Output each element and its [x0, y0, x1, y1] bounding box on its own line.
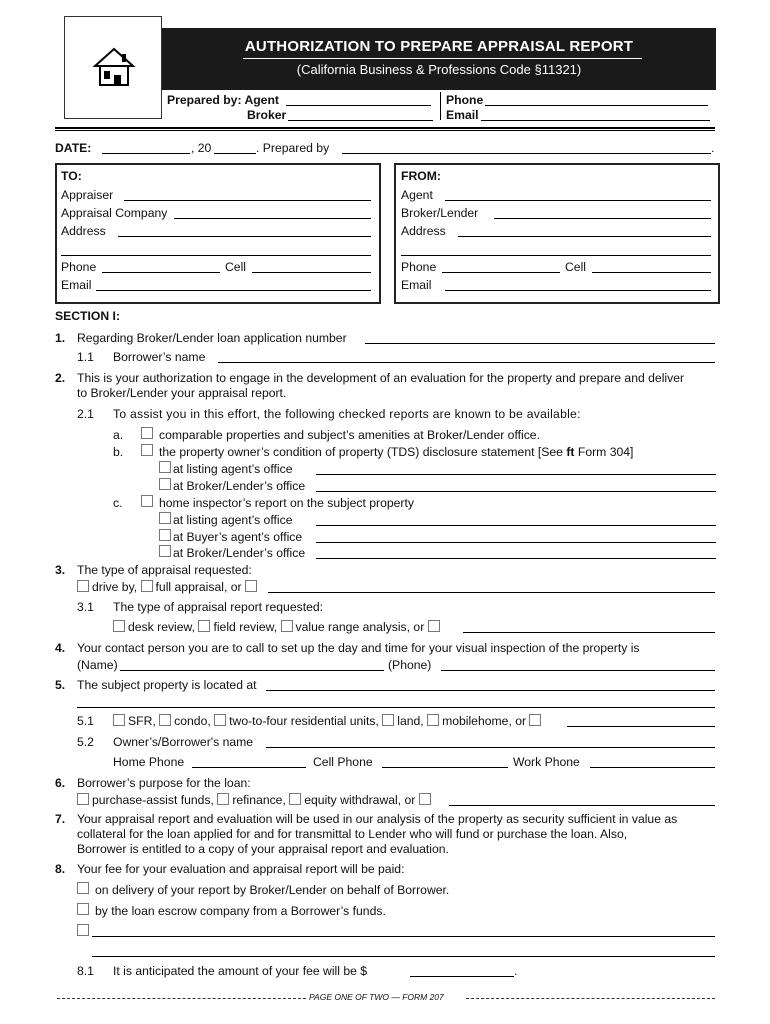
item-8-number: 8. — [55, 862, 66, 876]
pay-other-field-2[interactable] — [92, 956, 715, 957]
item-2-number: 2. — [55, 371, 66, 385]
tds-broker-office-field[interactable] — [316, 491, 716, 492]
item-1-1-text: Borrower’s name — [113, 350, 206, 364]
mobilehome-checkbox[interactable] — [427, 714, 439, 726]
work-phone-field[interactable] — [590, 767, 715, 768]
inspector-broker-office-checkbox[interactable] — [159, 545, 171, 557]
pay-on-delivery-label: on delivery of your report by Broker/Lender on behalf of Borrower. — [95, 883, 450, 897]
item-6-text: Borrower’s purpose for the loan: — [77, 776, 251, 790]
item-5-2-number: 5.2 — [77, 735, 94, 749]
to-company-label: Appraisal Company — [61, 206, 168, 220]
from-address-field-2[interactable] — [401, 255, 711, 256]
pay-on-delivery-checkbox[interactable] — [77, 882, 89, 894]
refinance-label: refinance, — [232, 793, 286, 807]
item-1-number: 1. — [55, 331, 66, 345]
item-2-1-number: 2.1 — [77, 407, 94, 421]
item-2-text-line-2: to Broker/Lender your appraisal report. — [77, 386, 287, 400]
refinance-checkbox[interactable] — [217, 793, 229, 805]
property-location-field-2[interactable] — [77, 707, 715, 708]
item-c-letter: c. — [113, 496, 123, 510]
tds-broker-office-checkbox[interactable] — [159, 478, 171, 490]
cell-phone-label: Cell Phone — [313, 755, 373, 769]
land-label: land, — [397, 714, 424, 728]
property-type-options — [113, 714, 544, 728]
to-cell-field[interactable] — [252, 272, 371, 273]
prepared-by-label: . Prepared by — [256, 141, 330, 155]
inspector-listing-agent-label: at listing agent’s office — [173, 513, 293, 527]
drive-by-label: drive by, — [92, 580, 138, 594]
item-3-text: The type of appraisal requested: — [77, 563, 252, 577]
from-heading: FROM: — [401, 169, 441, 183]
item-5-2-text: Owner’s/Borrower's name — [113, 735, 254, 749]
item-2-text-line-1: This is your authorization to engage in the development of an evaluation for the property and prepare and deliver — [77, 371, 685, 385]
other-appraisal-checkbox[interactable] — [245, 580, 257, 592]
from-agent-field[interactable] — [445, 200, 711, 201]
year-field[interactable] — [214, 153, 256, 154]
from-cell-label: Cell — [565, 260, 586, 274]
item-1-text: Regarding Broker/Lender loan application number — [77, 331, 347, 345]
to-email-label: Email — [61, 278, 92, 292]
broker-field[interactable] — [288, 120, 433, 121]
equity-withdrawal-checkbox[interactable] — [289, 793, 301, 805]
other-purpose-checkbox[interactable] — [419, 793, 431, 805]
to-appraiser-field[interactable] — [124, 200, 371, 201]
item-4-number: 4. — [55, 641, 66, 655]
pay-by-escrow-checkbox[interactable] — [77, 903, 89, 915]
item-8-1-text: It is anticipated the amount of your fee will be $ — [113, 964, 368, 978]
from-broker-label: Broker/Lender — [401, 206, 479, 220]
to-heading: TO: — [61, 169, 82, 183]
item-a-text: comparable properties and subject’s amenities at Broker/Lender office. — [159, 428, 540, 442]
to-address-field-2[interactable] — [61, 255, 371, 256]
land-checkbox[interactable] — [382, 714, 394, 726]
date-label: DATE: — [55, 141, 92, 155]
desk-review-checkbox[interactable] — [113, 620, 125, 632]
header-divider — [440, 92, 441, 120]
footer-text: PAGE ONE OF TWO — FORM 207 — [309, 992, 444, 1002]
item-b-text — [159, 445, 633, 459]
broker-label: Broker — [247, 108, 287, 122]
comparable-properties-checkbox[interactable] — [141, 427, 153, 439]
work-phone-label: Work Phone — [513, 755, 580, 769]
two-to-four-label: two-to-four residential units, — [229, 714, 379, 728]
date-field[interactable] — [102, 153, 190, 154]
contact-name-label: (Name) — [77, 658, 118, 672]
tds-listing-agent-label: at listing agent’s office — [173, 462, 293, 476]
prepared-by-field[interactable] — [342, 153, 711, 154]
sfr-checkbox[interactable] — [113, 714, 125, 726]
inspector-buyer-agent-label: at Buyer’s agent’s office — [173, 530, 303, 544]
from-address-label: Address — [401, 224, 446, 238]
item-7-number: 7. — [55, 812, 66, 826]
tds-broker-office-label: at Broker/Lender’s office — [173, 479, 306, 493]
pay-other-checkbox[interactable] — [77, 924, 89, 936]
from-email-label: Email — [401, 278, 432, 292]
item-3-number: 3. — [55, 563, 66, 577]
purchase-assist-label: purchase-assist funds, — [92, 793, 214, 807]
footer-dash-right — [466, 998, 715, 999]
condo-checkbox[interactable] — [159, 714, 171, 726]
item-8-1-end: . — [514, 964, 518, 978]
value-range-checkbox[interactable] — [281, 620, 293, 632]
item-7-text-line-3: Borrower is entitled to a copy of your appraisal report and evaluation. — [77, 842, 449, 856]
item-7-text-line-1: Your appraisal report and evaluation will be used in our analysis of the property as security sufficient in value as — [77, 812, 678, 826]
appraisal-type-options — [77, 580, 260, 594]
item-c-text: home inspector’s report on the subject property — [159, 496, 414, 510]
value-range-label: value range analysis, or — [295, 620, 425, 634]
purchase-assist-checkbox[interactable] — [77, 793, 89, 805]
email-label: Email — [446, 108, 479, 122]
property-location-field[interactable] — [266, 690, 715, 691]
from-phone-label: Phone — [401, 260, 437, 274]
report-type-options — [113, 620, 443, 634]
contact-name-field[interactable] — [120, 670, 384, 671]
item-2-1-text: To assist you in this effort, the following checked reports are known to be available: — [113, 407, 581, 421]
inspector-listing-agent-field[interactable] — [316, 525, 716, 526]
inspector-buyer-agent-field[interactable] — [316, 542, 716, 543]
pay-other-field[interactable] — [92, 936, 715, 937]
other-property-field[interactable] — [567, 726, 715, 727]
other-report-checkbox[interactable] — [428, 620, 440, 632]
from-cell-field[interactable] — [592, 272, 711, 273]
home-inspector-checkbox[interactable] — [141, 495, 153, 507]
item-4-text: Your contact person you are to call to set up the day and time for your visual inspection of the property is — [77, 641, 640, 655]
condo-label: condo, — [174, 714, 211, 728]
prepared-by-agent-label: Prepared by: Agent — [167, 93, 279, 107]
inspector-buyer-agent-checkbox[interactable] — [159, 529, 171, 541]
header-rule-2 — [55, 130, 715, 131]
pay-by-escrow-label: by the loan escrow company from a Borrower’s funds. — [95, 904, 386, 918]
item-5-1-number: 5.1 — [77, 714, 94, 728]
to-email-field[interactable] — [96, 290, 371, 291]
item-5-text: The subject property is located at — [77, 678, 257, 692]
section-title: SECTION I: — [55, 309, 121, 323]
full-appraisal-label: full appraisal, or — [155, 580, 242, 594]
inspector-listing-agent-checkbox[interactable] — [159, 512, 171, 524]
equity-withdrawal-label: equity withdrawal, or — [304, 793, 416, 807]
house-icon — [92, 46, 136, 88]
ft-logo-text: ft — [566, 445, 575, 459]
year-prefix: , 20 — [191, 141, 212, 155]
other-purpose-field[interactable] — [449, 805, 715, 806]
contact-phone-field[interactable] — [441, 670, 715, 671]
from-phone-field[interactable] — [442, 272, 560, 273]
item-a-letter: a. — [113, 428, 124, 442]
from-broker-field[interactable] — [494, 218, 711, 219]
cell-phone-field[interactable] — [382, 767, 508, 768]
item-5-number: 5. — [55, 678, 66, 692]
agent-field[interactable] — [286, 105, 431, 106]
item-8-text: Your fee for your evaluation and appraisal report will be paid: — [77, 862, 405, 876]
phone-label: Phone — [446, 93, 484, 107]
desk-review-label: desk review, — [128, 620, 196, 634]
loan-application-number-field[interactable] — [365, 343, 715, 344]
inspector-broker-office-label: at Broker/Lender’s office — [173, 546, 306, 560]
borrower-name-field[interactable] — [218, 362, 715, 363]
from-agent-label: Agent — [401, 188, 433, 202]
to-address-label: Address — [61, 224, 106, 238]
tds-disclosure-checkbox[interactable] — [141, 444, 153, 456]
inspector-broker-office-field[interactable] — [316, 558, 716, 559]
to-cell-label: Cell — [225, 260, 246, 274]
item-6-number: 6. — [55, 776, 66, 790]
to-address-field[interactable] — [118, 236, 371, 237]
header-rule-1 — [55, 127, 715, 129]
header-email-field[interactable] — [481, 120, 710, 121]
full-appraisal-checkbox[interactable] — [141, 580, 153, 592]
to-company-field[interactable] — [174, 218, 371, 219]
from-email-field[interactable] — [445, 290, 711, 291]
to-appraiser-label: Appraiser — [61, 188, 114, 202]
owner-name-field[interactable] — [266, 747, 715, 748]
home-phone-label: Home Phone — [113, 755, 185, 769]
mobilehome-label: mobilehome, or — [442, 714, 527, 728]
field-review-label: field review, — [213, 620, 278, 634]
item-8-1-number: 8.1 — [77, 964, 94, 978]
form-title: AUTHORIZATION TO PREPARE APPRAISAL REPORT — [244, 38, 634, 55]
other-appraisal-field[interactable] — [268, 592, 715, 593]
other-property-checkbox[interactable] — [529, 714, 541, 726]
two-to-four-checkbox[interactable] — [214, 714, 226, 726]
to-phone-field[interactable] — [102, 272, 220, 273]
drive-by-checkbox[interactable] — [77, 580, 89, 592]
footer-dash-left — [57, 998, 306, 999]
sfr-label: SFR, — [128, 714, 156, 728]
item-b-form: Form 304] — [577, 445, 634, 459]
item-b-letter: b. — [113, 445, 124, 459]
form-subtitle: (California Business & Professions Code §11321) — [296, 62, 582, 77]
contact-phone-label: (Phone) — [388, 658, 432, 672]
field-review-checkbox[interactable] — [198, 620, 210, 632]
other-report-field[interactable] — [463, 632, 715, 633]
item-3-1-text: The type of appraisal report requested: — [113, 600, 324, 614]
home-phone-field[interactable] — [192, 767, 306, 768]
tds-listing-agent-field[interactable] — [316, 474, 716, 475]
item-1-1-number: 1.1 — [77, 350, 94, 364]
date-row-end: . — [711, 141, 715, 155]
loan-purpose-options — [77, 793, 434, 807]
to-phone-label: Phone — [61, 260, 97, 274]
tds-listing-agent-checkbox[interactable] — [159, 461, 171, 473]
title-underline — [243, 58, 642, 59]
from-address-field[interactable] — [458, 236, 711, 237]
item-b-main: the property owner’s condition of property (TDS) disclosure statement [See — [159, 445, 563, 459]
header-phone-field[interactable] — [485, 105, 708, 106]
fee-amount-field[interactable] — [410, 976, 514, 977]
item-3-1-number: 3.1 — [77, 600, 94, 614]
item-7-text-line-2: collateral for the loan applied for and for transmittal to Lender who will fund or purchase the loan. Also, — [77, 827, 628, 841]
